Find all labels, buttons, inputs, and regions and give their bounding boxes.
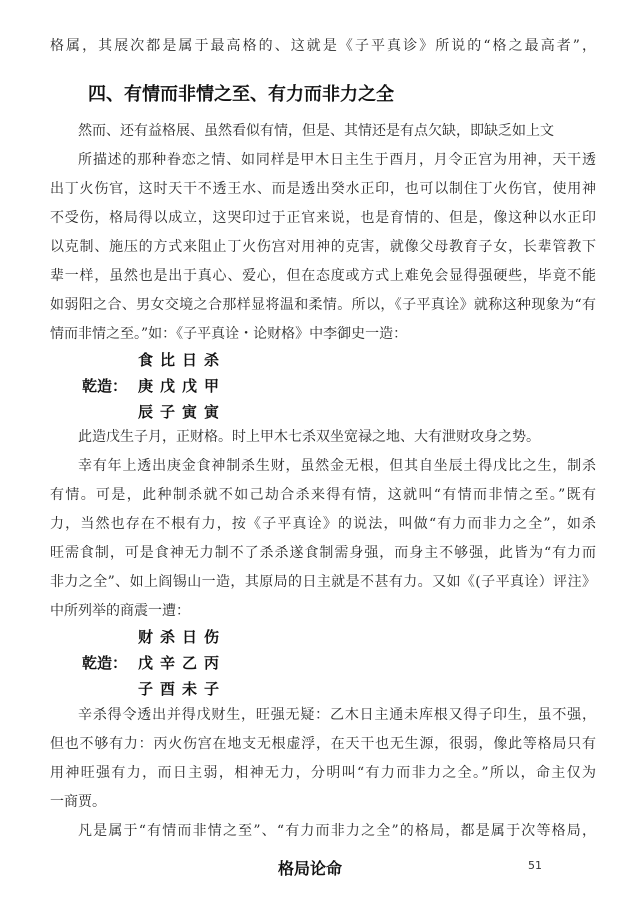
chart-char: 寅 <box>204 403 220 421</box>
chart-char: 乙 <box>182 654 198 672</box>
text-line: 情而非情之至。”如：《子平真诠・论财格》中李御史一造： <box>50 326 408 342</box>
text-line: 但也不够有力：丙火伤宫在地支无根虚浮，在天干也无生源，很弱，像此等格局只有 <box>50 736 596 752</box>
chart-char: 戊 <box>182 377 198 395</box>
chart-label: 乾造： <box>82 654 128 672</box>
text-line: 有情。可是，此种制杀就不如己劫合杀来得有情，这就叫“有情而非情之至。”既有 <box>50 487 596 503</box>
text-line: 凡是属于“有情而非情之至”、“有力而非力之全”的格局，都是属于次等格局， <box>78 823 596 839</box>
chart-char: 酉 <box>160 680 176 698</box>
chart-char: 伤 <box>204 628 220 646</box>
text-line: 以克制、施压的方式来阻止丁火伤宫对用神的克害，就像父母教育子女，长辈管教下 <box>50 239 596 255</box>
chart-char: 杀 <box>160 628 176 646</box>
chart-char: 丙 <box>204 654 220 672</box>
text-line: 不受伤，格局得以成立，这哭印过于正官来说，也是育情的、但是，像这种以水正印 <box>50 210 596 226</box>
chart-char: 甲 <box>204 377 220 395</box>
chart-char: 辰 <box>138 403 154 421</box>
text-line: 中所列举的商震一遭： <box>50 603 190 619</box>
ten-gods-row <box>138 627 226 647</box>
chart-char: 戊 <box>138 654 154 672</box>
text-line: 力，当然也存在不根有力，按《子平真诠》的说法，叫做“有力而非力之全”，如杀 <box>50 516 596 532</box>
chart-char: 戊 <box>160 377 176 395</box>
text-line: 然而、还有益格展、虽然看似有情，但是、其情还是有点欠缺，即缺乏如上文 <box>78 123 554 139</box>
page-number: 51 <box>528 859 542 872</box>
text-line: 辈一样，虽然也是出于真心、爱心，但在态度或方式上难免会显得强硬些，毕竟不能 <box>50 268 596 284</box>
chart-char: 辛 <box>160 654 176 672</box>
footer-title: 格局论命 <box>277 859 342 878</box>
text-line: 辛杀得令透出并得戊财生，旺强无疑：乙木日主通未库根又得子印生，虽不强， <box>78 707 596 723</box>
chart-label: 乾造： <box>82 377 128 395</box>
stems-row <box>138 653 226 673</box>
branches-row <box>138 679 226 699</box>
ten-gods-row <box>138 350 226 370</box>
chart-char: 日 <box>182 351 198 369</box>
text-line: 如弱阳之合、男女交境之合那样显将温和柔情。所以，《子平真诠》就称这种现象为“有 <box>50 297 596 313</box>
chart-char: 寅 <box>182 403 198 421</box>
text-line: 幸有年上透出庚金食神制杀生财，虽然金无根，但其自坐辰土得戊比之生，制杀 <box>78 458 596 474</box>
chart-char: 财 <box>138 628 154 646</box>
stems-row <box>138 376 226 396</box>
chart-char: 食 <box>138 351 154 369</box>
text-line: 所描述的那种眷恋之情、如同样是甲木日主生于酉月，月令正宫为用神，天干透 <box>78 152 596 168</box>
text-line: 此造戊生子月，正财格。时上甲木七杀双坐宽禄之地、大有泄财攻身之势。 <box>78 429 540 445</box>
chart-char: 未 <box>182 680 198 698</box>
chart-char: 比 <box>160 351 176 369</box>
text-line: 非力之全”、如上阎锡山一造，其原局的日主就是不甚有力。又如《(子平真诠）评注》 <box>50 574 596 590</box>
chart-char: 子 <box>138 680 154 698</box>
chart-char: 日 <box>182 628 198 646</box>
chart-char: 子 <box>160 403 176 421</box>
chart-char: 杀 <box>204 351 220 369</box>
text-line: 一商贾。 <box>50 794 106 810</box>
text-line: 旺需食制，可是食神无力制不了杀杀遂食制需身强，而身主不够强，此皆为“有力而 <box>50 545 596 561</box>
text-line: 格属，其展次都是属于最高格的、这就是《子平真诊》所说的“格之最高者”， <box>50 38 596 54</box>
branches-row <box>138 402 226 422</box>
chart-char: 庚 <box>138 377 154 395</box>
chart-char: 子 <box>204 680 220 698</box>
section-heading: 四、有情而非情之至、有力而非力之全 <box>88 84 394 105</box>
text-line: 出丁火伤官，这时天干不透王水、而是透出癸水正印，也可以制住丁火伤官，使用神 <box>50 181 596 197</box>
text-line: 用神旺强有力，而日主弱，相神无力，分明叫“有力而非力之全。”所以，命主仅为 <box>50 765 596 781</box>
